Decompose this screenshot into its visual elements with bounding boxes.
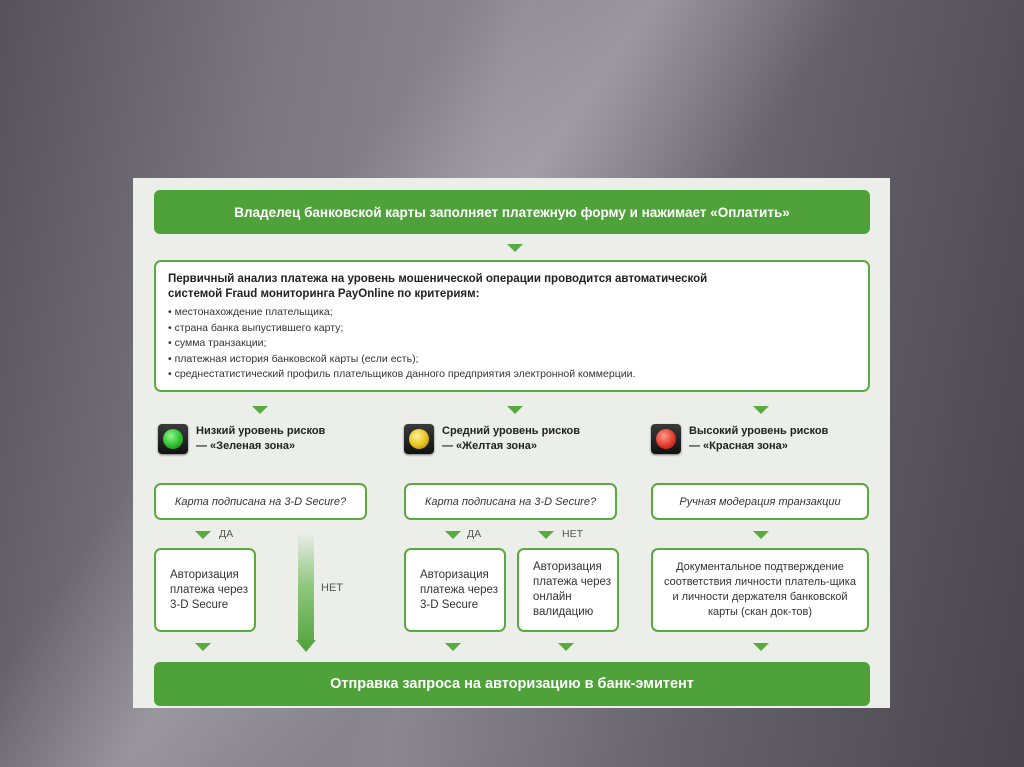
yellow-yes-label: ДА [467, 528, 482, 540]
arrow-down-icon [753, 406, 769, 414]
list-item: • сумма транзакции; [168, 336, 856, 352]
arrow-down-icon [507, 244, 523, 252]
question-box-green: Карта подписана на 3-D Secure? [154, 483, 367, 520]
zone-red-label: Высокий уровень рисков — «Красная зона» [689, 425, 829, 452]
analysis-heading-line1: Первичный анализ платежа на уровень мошенической операции проводится автоматической [168, 273, 708, 285]
arrow-down-icon [445, 531, 461, 539]
green-yes-label: ДА [219, 528, 234, 540]
question-box-red: Ручная модерация транзакции [651, 483, 869, 520]
criteria-list [168, 305, 856, 383]
arrow-down-icon [753, 643, 769, 651]
arrow-down-icon [507, 406, 523, 414]
no-arrow-icon [296, 532, 316, 652]
result-box-yellow-yes: Авторизация платежа через 3-D Secure [404, 548, 506, 632]
yellow-no-label: НЕТ [562, 528, 583, 540]
list-item: • среднестатистический профиль плательщиков данного предприятия электронной коммерции. [168, 367, 856, 383]
red-bulb [656, 429, 676, 449]
arrow-down-icon [538, 531, 554, 539]
arrow-down-icon [252, 406, 268, 414]
result-box-green: Авторизация платежа через 3-D Secure [154, 548, 256, 632]
bottom-bar: Отправка запроса на авторизацию в банк-эмитент [154, 662, 870, 706]
traffic-light-red-icon [651, 424, 681, 454]
green-no-label: НЕТ [321, 582, 343, 594]
question-box-yellow: Карта подписана на 3-D Secure? [404, 483, 617, 520]
yellow-bulb [409, 429, 429, 449]
arrow-down-icon [753, 531, 769, 539]
list-item: • страна банка выпустившего карту; [168, 321, 856, 337]
result-box-yellow-no: Авторизация платежа через онлайн валидацию [517, 548, 619, 632]
list-item: • платежная история банковской карты (если есть); [168, 352, 856, 368]
zone-green-label: Низкий уровень рисков — «Зеленая зона» [196, 425, 326, 452]
arrow-down-icon [195, 643, 211, 651]
result-box-red: Документальное подтверждение соответствия личности платель-щика и личности держателя банковской карты (скан док-тов) [651, 548, 869, 632]
arrow-down-icon [195, 531, 211, 539]
traffic-light-green-icon [158, 424, 188, 454]
zone-yellow-label: Средний уровень рисков — «Желтая зона» [442, 425, 581, 452]
green-bulb [163, 429, 183, 449]
list-item: • местонахождение плательщика; [168, 305, 856, 321]
arrow-down-icon [558, 643, 574, 651]
arrow-down-icon [445, 643, 461, 651]
flowchart-slide [133, 178, 890, 708]
title-bar: Владелец банковской карты заполняет платежную форму и нажимает «Оплатить» [154, 190, 870, 234]
analysis-heading-line2: системой Fraud мониторинга PayOnline по критериям: [168, 288, 480, 300]
analysis-box [154, 260, 870, 392]
traffic-light-yellow-icon [404, 424, 434, 454]
